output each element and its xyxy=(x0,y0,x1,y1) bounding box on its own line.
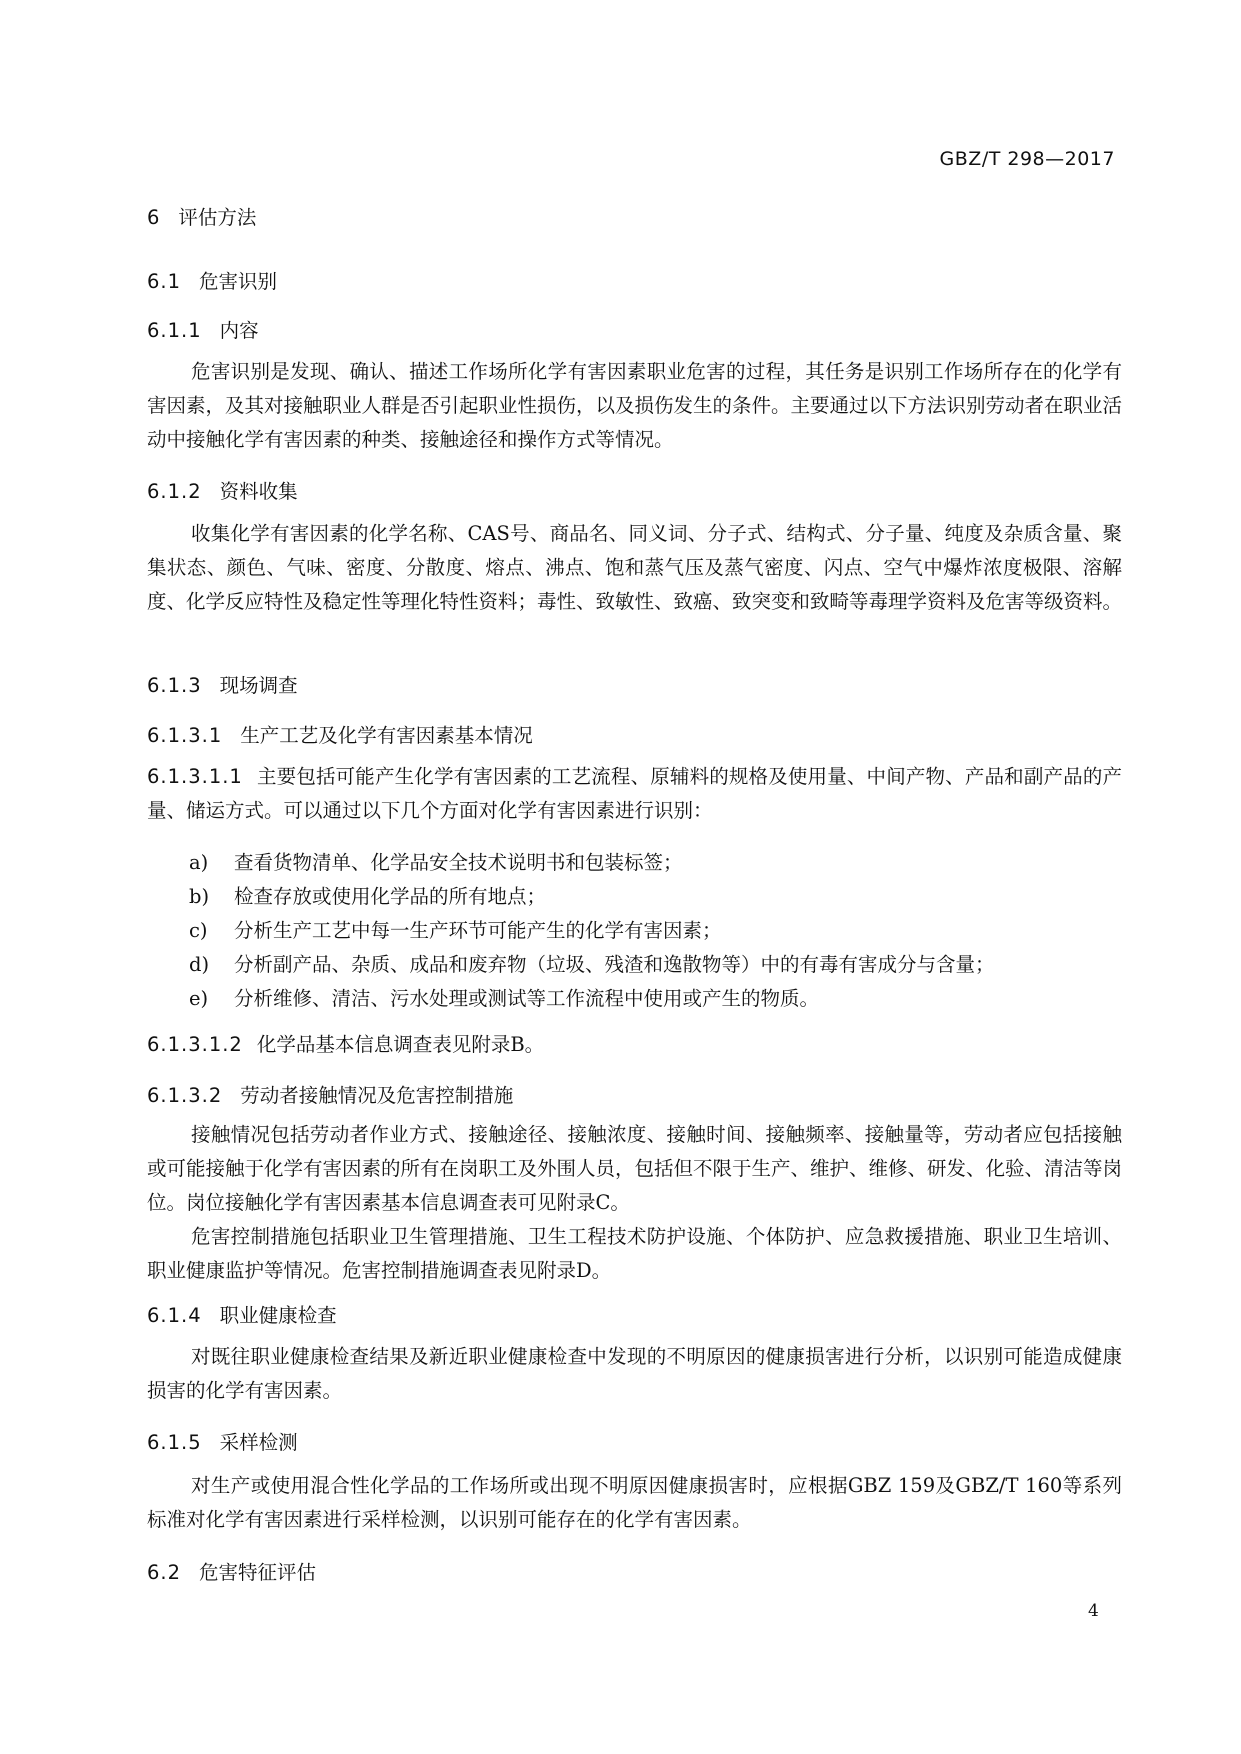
heading-6-2 xyxy=(147,1557,316,1585)
heading-title: 职业健康检查 xyxy=(219,1304,337,1327)
paragraph-6-1-3-1-1 xyxy=(147,760,1122,828)
heading-6-1-2 xyxy=(147,476,298,504)
heading-number: 6 xyxy=(147,206,161,229)
heading-6-1-3-2 xyxy=(147,1080,513,1108)
list-text: 查看货物清单、化学品安全技术说明书和包装标签； xyxy=(234,851,683,874)
list-text: 分析生产工艺中每一生产环节可能产生的化学有害因素； xyxy=(234,919,722,942)
list-item xyxy=(189,915,722,943)
heading-6-1-5 xyxy=(147,1427,298,1455)
heading-title: 劳动者接触情况及危害控制措施 xyxy=(240,1084,514,1107)
clause-number: 6.1.3.1.2 xyxy=(147,1033,243,1056)
clause-text: 化学品基本信息调查表见附录B。 xyxy=(256,1033,545,1056)
heading-number: 6.1.4 xyxy=(147,1304,202,1327)
heading-title: 危害识别 xyxy=(199,270,278,293)
paragraph-6-1-2: 收集化学有害因素的化学名称、CAS号、商品名、同义词、分子式、结构式、分子量、纯度及杂质含量、聚集状态、颜色、气味、密度、分散度、熔点、沸点、饱和蒸气压及蒸气密度、闪点、空气中爆炸浓度极限、溶解度、化学反应特性及稳定性等理化特性资料；毒性、致敏性、致癌、致突变和致畸等毒理学资料及危害等级资料。 xyxy=(147,522,1123,613)
heading-6-1 xyxy=(147,266,277,294)
heading-number: 6.2 xyxy=(147,1561,182,1584)
heading-title: 评估方法 xyxy=(178,206,257,229)
list-item xyxy=(189,983,819,1011)
heading-title: 资料收集 xyxy=(219,480,298,503)
heading-6-1-4 xyxy=(147,1300,337,1328)
list-marker: a) xyxy=(189,851,209,874)
paragraph-6-1-5: 对生产或使用混合性化学品的工作场所或出现不明原因健康损害时，应根据GBZ 159及GBZ/T 160等系列标准对化学有害因素进行采样检测，以识别可能存在的化学有害因素。 xyxy=(147,1474,1122,1531)
paragraph-6-1-3-1-2 xyxy=(147,1028,1122,1062)
page-number: 4 xyxy=(1088,1601,1099,1621)
heading-number: 6.1.1 xyxy=(147,319,202,342)
heading-6-1-1 xyxy=(147,315,259,343)
list-marker: e) xyxy=(189,987,209,1010)
heading-6-1-3 xyxy=(147,670,298,698)
list-text: 分析维修、清洁、污水处理或测试等工作流程中使用或产生的物质。 xyxy=(234,987,820,1010)
paragraph-6-1-3-2-b: 危害控制措施包括职业卫生管理措施、卫生工程技术防护设施、个体防护、应急救援措施、职业卫生培训、职业健康监护等情况。危害控制措施调查表见附录D。 xyxy=(147,1225,1122,1282)
heading-title: 采样检测 xyxy=(219,1431,298,1454)
paragraph-6-1-1: 危害识别是发现、确认、描述工作场所化学有害因素职业危害的过程，其任务是识别工作场所存在的化学有害因素，及其对接触职业人群是否引起职业性损伤，以及损伤发生的条件。主要通过以下方法识别劳动者在职业活动中接触化学有害因素的种类、接触途径和操作方式等情况。 xyxy=(147,360,1123,451)
paragraph-6-1-3-2-a: 接触情况包括劳动者作业方式、接触途径、接触浓度、接触时间、接触频率、接触量等，劳动者应包括接触或可能接触于化学有害因素的所有在岗职工及外围人员，包括但不限于生产、维护、维修、研发、化验、清洁等岗位。岗位接触化学有害因素基本信息调查表可见附录C。 xyxy=(147,1123,1123,1214)
list-text: 检查存放或使用化学品的所有地点； xyxy=(234,885,547,908)
clause-text: 主要包括可能产生化学有害因素的工艺流程、原辅料的规格及使用量、中间产物、产品和副产品的产量、储运方式。可以通过以下几个方面对化学有害因素进行识别： xyxy=(147,765,1122,822)
heading-number: 6.1.5 xyxy=(147,1431,202,1454)
heading-title: 生产工艺及化学有害因素基本情况 xyxy=(240,724,533,747)
heading-6-1-3-1 xyxy=(147,720,533,748)
heading-number: 6.1.3.2 xyxy=(147,1084,223,1107)
list-marker: d) xyxy=(189,953,210,976)
heading-title: 内容 xyxy=(219,319,259,342)
paragraph-6-1-4: 对既往职业健康检查结果及新近职业健康检查中发现的不明原因的健康损害进行分析，以识别可能造成健康损害的化学有害因素。 xyxy=(147,1345,1122,1402)
standard-code: GBZ/T 298—2017 xyxy=(939,148,1115,170)
heading-title: 危害特征评估 xyxy=(199,1561,317,1584)
heading-number: 6.1.2 xyxy=(147,480,202,503)
heading-title: 现场调查 xyxy=(219,674,298,697)
list-marker: b) xyxy=(189,885,210,908)
heading-number: 6.1.3 xyxy=(147,674,202,697)
clause-number: 6.1.3.1.1 xyxy=(147,765,243,788)
heading-6 xyxy=(147,202,256,230)
list-item xyxy=(189,881,546,909)
list-marker: c) xyxy=(189,919,208,942)
heading-number: 6.1 xyxy=(147,270,182,293)
list-text: 分析副产品、杂质、成品和废弃物（垃圾、残渣和逸散物等）中的有毒有害成分与含量； xyxy=(234,953,995,976)
heading-number: 6.1.3.1 xyxy=(147,724,223,747)
list-item xyxy=(189,847,683,875)
list-item xyxy=(189,949,995,977)
